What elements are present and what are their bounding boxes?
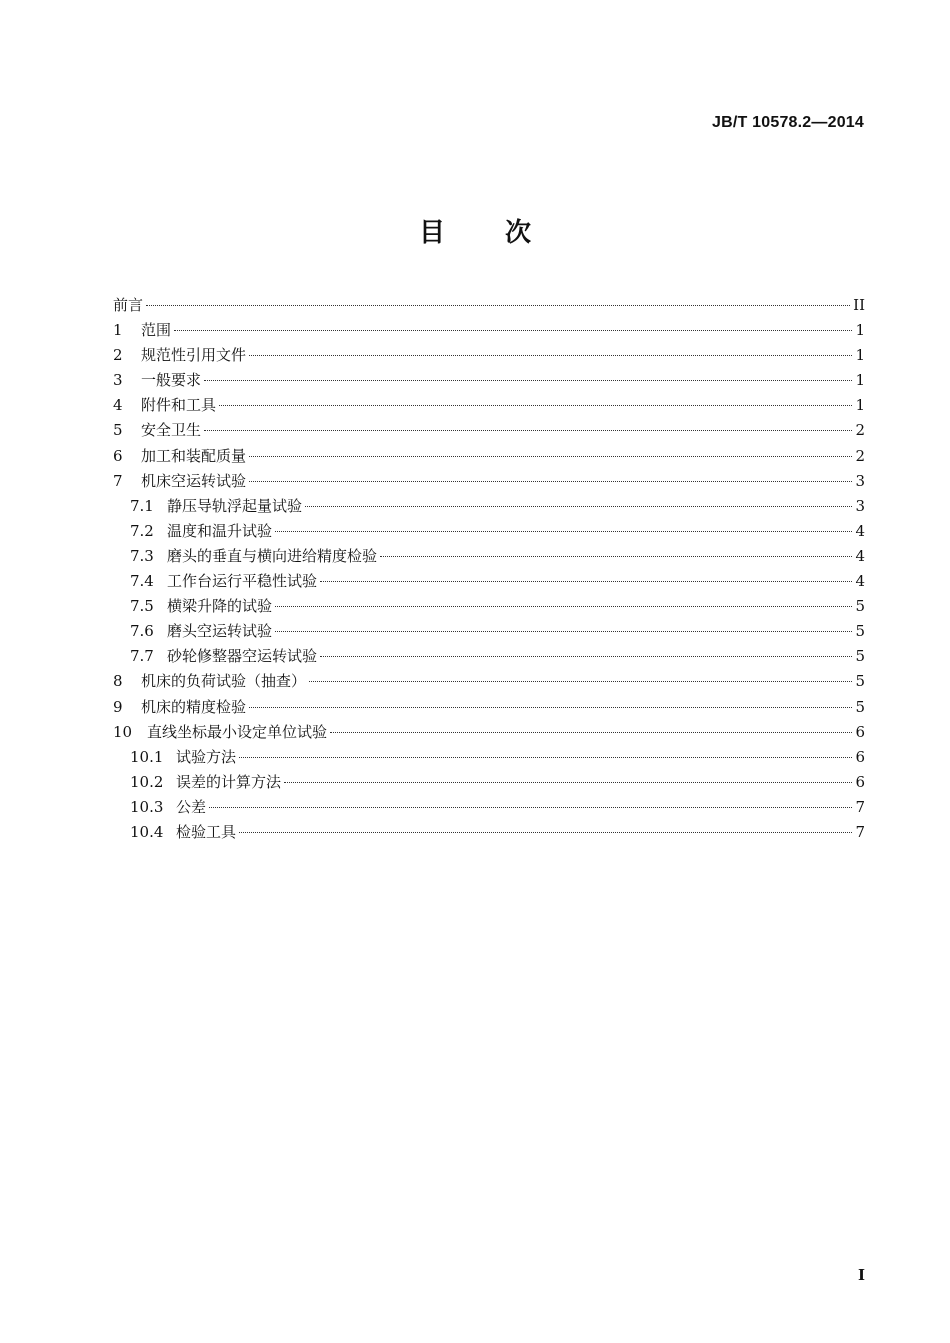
- toc-dot-leader: [275, 531, 852, 532]
- toc-entry-number: 7.2: [130, 521, 154, 540]
- toc-entry-number: 7.1: [130, 496, 154, 515]
- toc-entry-number: 7: [113, 471, 123, 490]
- toc-dot-leader: [239, 757, 852, 758]
- toc-entry[interactable]: [113, 770, 865, 795]
- toc-entry-number: 10.4: [130, 822, 164, 841]
- toc-dot-leader: [275, 606, 852, 607]
- title-char-1: 目: [418, 218, 445, 248]
- toc-entry-page: 4: [855, 546, 865, 565]
- toc-entry-label: 机床空运转试验: [141, 471, 247, 490]
- toc-entry-page: 7: [855, 822, 865, 841]
- toc-entry-page: 5: [855, 597, 865, 616]
- toc-entry-label: 机床的精度检验: [141, 697, 247, 716]
- toc-entry-label: 检验工具: [176, 822, 237, 841]
- toc-entry-label: 公差: [176, 797, 207, 816]
- toc-entry-page: 4: [855, 572, 865, 591]
- toc-dot-leader: [219, 405, 852, 406]
- toc-dot-leader: [174, 330, 852, 331]
- toc-entry[interactable]: [113, 644, 865, 669]
- toc-entry-page: 3: [855, 496, 865, 515]
- toc-entry-page: 1: [855, 346, 865, 365]
- toc-entry-number: 7.5: [130, 597, 154, 616]
- toc-entry-number: 6: [113, 446, 123, 465]
- toc-entry[interactable]: [113, 418, 865, 443]
- toc-entry-label: 直线坐标最小设定单位试验: [147, 722, 328, 741]
- toc-entry[interactable]: [113, 795, 865, 820]
- toc-entry-label: 横梁升降的试验: [167, 597, 273, 616]
- toc-entry-page: 3: [855, 471, 865, 490]
- toc-dot-leader: [305, 506, 852, 507]
- toc-entry-number: 5: [113, 421, 123, 440]
- toc-entry-page: 5: [855, 672, 865, 691]
- toc-entry-page: 6: [855, 722, 865, 741]
- toc-entry-label: 工作台运行平稳性试验: [167, 572, 318, 591]
- toc-entry-page: 6: [855, 747, 865, 766]
- toc-entry[interactable]: [113, 594, 865, 619]
- toc-entry[interactable]: [113, 669, 865, 694]
- toc-entry[interactable]: [113, 695, 865, 720]
- toc-entry-label: 误差的计算方法: [176, 772, 282, 791]
- toc-entry-page: II: [853, 296, 865, 314]
- toc-entry-page: 1: [855, 396, 865, 415]
- standard-number: JB/T 10578.2—2014: [712, 114, 864, 131]
- toc-dot-leader: [275, 631, 852, 632]
- toc-entry-label: 安全卫生: [141, 421, 202, 440]
- toc-entry-label: 磨头空运转试验: [167, 622, 273, 641]
- toc-entry[interactable]: [113, 544, 865, 569]
- toc-entry[interactable]: [113, 343, 865, 368]
- toc-dot-leader: [330, 732, 852, 733]
- toc-dot-leader: [320, 581, 852, 582]
- toc-dot-leader: [209, 807, 852, 808]
- toc-dot-leader: [249, 355, 852, 356]
- toc-entry-label: 试验方法: [176, 747, 237, 766]
- toc-entry-page: 6: [855, 772, 865, 791]
- toc-entry[interactable]: [113, 393, 865, 418]
- toc-dot-leader: [249, 707, 852, 708]
- toc-entry[interactable]: [113, 368, 865, 393]
- toc-dot-leader: [204, 430, 852, 431]
- toc-entry[interactable]: [113, 820, 865, 845]
- toc-entry-number: 4: [113, 396, 123, 415]
- toc-entry-page: 2: [855, 421, 865, 440]
- toc-entry-number: 3: [113, 371, 123, 390]
- toc-entry-number: 7.3: [130, 546, 154, 565]
- toc-entry[interactable]: [113, 293, 865, 318]
- toc-entry-number: 10.1: [130, 747, 164, 766]
- toc-entry[interactable]: [113, 745, 865, 770]
- toc-dot-leader: [380, 556, 852, 557]
- toc-entry[interactable]: [113, 494, 865, 519]
- toc-entry-page: 1: [855, 371, 865, 390]
- toc-entry-page: 7: [855, 797, 865, 816]
- toc-dot-leader: [239, 832, 852, 833]
- page-number: I: [857, 1266, 865, 1284]
- toc-entry-label: 附件和工具: [141, 396, 217, 415]
- toc-dot-leader: [284, 782, 852, 783]
- toc-entry[interactable]: [113, 720, 865, 745]
- toc-entry[interactable]: [113, 318, 865, 343]
- toc-entry-page: 2: [855, 446, 865, 465]
- toc-entry-page: 5: [855, 647, 865, 666]
- toc-entry[interactable]: [113, 569, 865, 594]
- toc-entry-label: 静压导轨浮起量试验: [167, 496, 303, 515]
- toc-entry-label: 一般要求: [141, 371, 202, 390]
- toc-entry-label: 范围: [141, 321, 172, 340]
- toc-entry[interactable]: [113, 619, 865, 644]
- toc-entry[interactable]: [113, 444, 865, 469]
- toc-entry-label: 磨头的垂直与横向进给精度检验: [167, 546, 378, 565]
- toc-entry-number: 7.7: [130, 647, 154, 666]
- toc-dot-leader: [204, 380, 852, 381]
- toc-entry-page: 1: [855, 321, 865, 340]
- toc-entry-label: 温度和温升试验: [167, 521, 273, 540]
- toc-entry-number: 10.3: [130, 797, 164, 816]
- toc-entry-page: 5: [855, 697, 865, 716]
- toc-entry-number: 1: [113, 321, 123, 340]
- toc-entry[interactable]: [113, 469, 865, 494]
- toc-entry-page: 5: [855, 622, 865, 641]
- toc-entry-number: 10.2: [130, 772, 164, 791]
- toc-entry-number: 2: [113, 346, 123, 365]
- toc-entry-number: 9: [113, 697, 123, 716]
- toc-entry-number: 8: [113, 672, 123, 691]
- toc-dot-leader: [249, 456, 852, 457]
- page-title: [0, 212, 950, 249]
- toc-entry-label: 规范性引用文件: [141, 346, 247, 365]
- toc-dot-leader: [309, 681, 852, 682]
- toc-entry-number: 7.6: [130, 622, 154, 641]
- toc-entry[interactable]: [113, 519, 865, 544]
- toc-entry-label: 前言: [113, 296, 144, 314]
- toc-dot-leader: [146, 305, 850, 306]
- toc-entry-number: 10: [113, 722, 133, 741]
- toc-dot-leader: [320, 656, 852, 657]
- toc-entry-page: 4: [855, 521, 865, 540]
- toc-entry-label: 机床的负荷试验（抽查）: [141, 672, 307, 691]
- toc-list: [113, 293, 865, 845]
- toc-entry-number: 7.4: [130, 572, 154, 591]
- title-char-2: 次: [505, 218, 532, 248]
- toc-dot-leader: [249, 481, 852, 482]
- toc-entry-label: 砂轮修整器空运转试验: [167, 647, 318, 666]
- toc-entry-label: 加工和装配质量: [141, 446, 247, 465]
